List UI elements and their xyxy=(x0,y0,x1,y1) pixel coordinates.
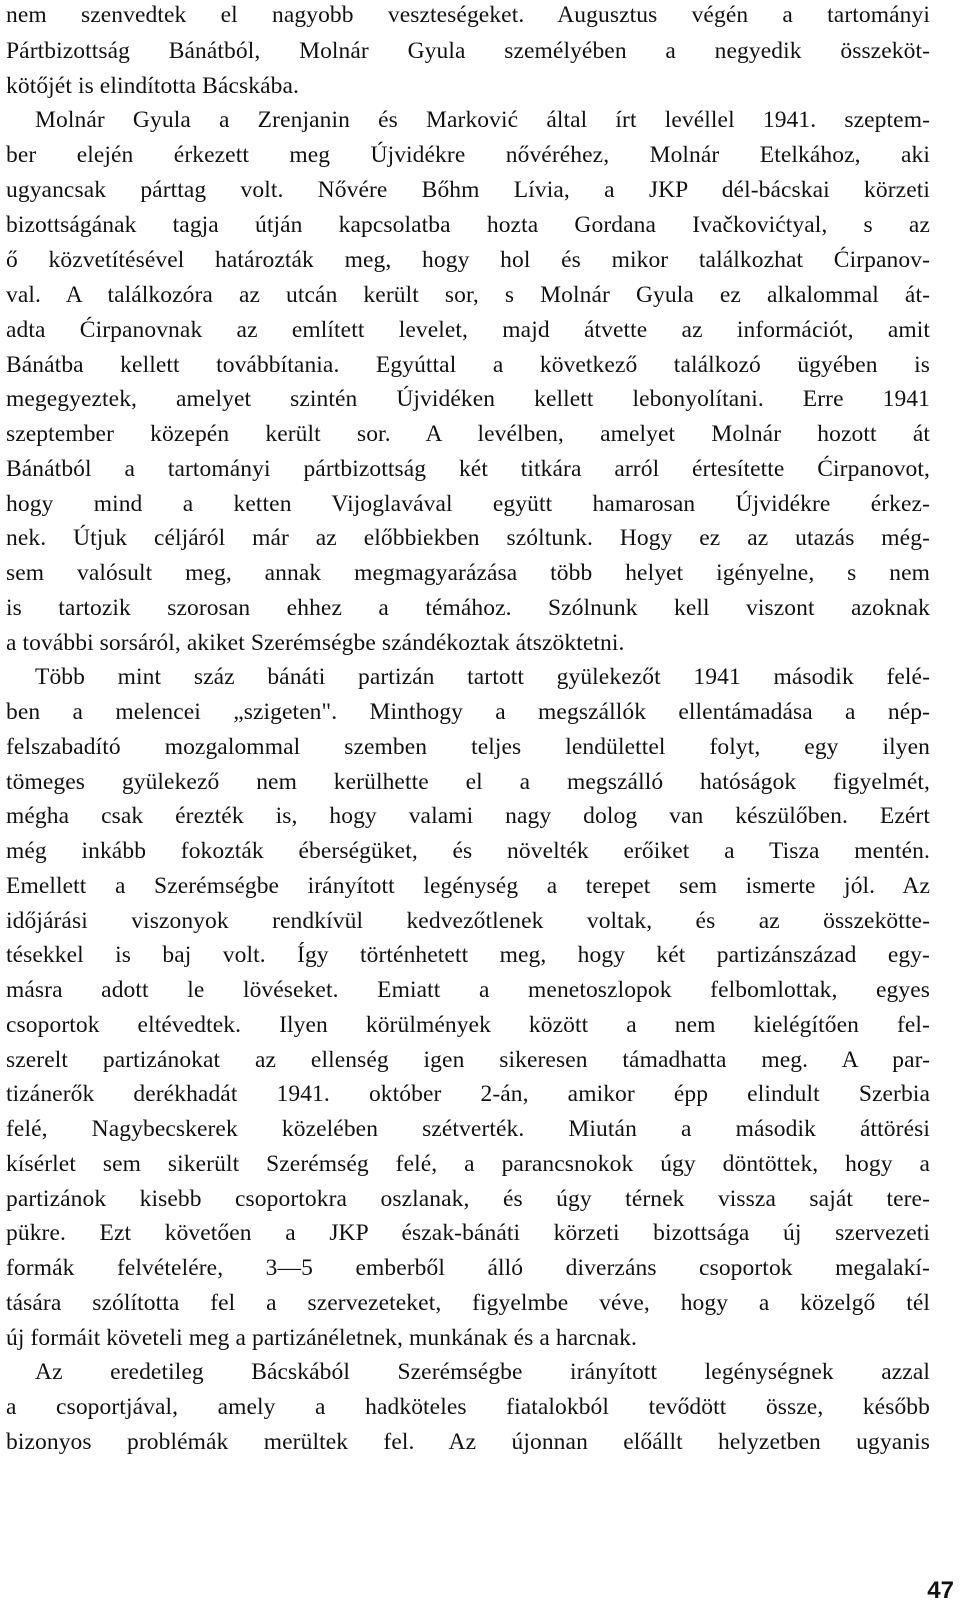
text-line: kötőjét is elindította Bácskába. xyxy=(6,73,299,99)
text-line: bizottságának tagja útján kapcsolatba hozta Gordana Ivačkovićtyal, s az xyxy=(6,212,930,238)
text-line: pükre. Ezt követően a JKP észak-bánáti körzeti bizottsága új szervezeti xyxy=(6,1220,930,1246)
text-line: tizánerők derékhadát 1941. október 2-án, amikor épp elindult Szerbia xyxy=(6,1081,930,1107)
text-line: adta Ćirpanovnak az említett levelet, majd átvette az információt, amit xyxy=(6,317,930,343)
text-line: a további sorsáról, akiket Szerémségbe szándékoztak átszöktetni. xyxy=(6,630,625,656)
text-line: Bánátból a tartományi pártbizottság két titkára arról értesítette Ćirpanovot, xyxy=(6,456,930,482)
text-line: ber elején érkezett meg Újvidékre nővéréhez, Molnár Etelkához, aki xyxy=(6,142,930,168)
text-line: felszabadító mozgalommal szemben teljes lendülettel folyt, egy ilyen xyxy=(6,734,930,760)
text-line: ben a melencei „szigeten". Minthogy a megszállók ellentámadása a nép- xyxy=(6,699,930,725)
text-line: még inkább fokozták éberségüket, és növelték erőiket a Tisza mentén. xyxy=(6,838,930,864)
text-line: másra adott le lövéseket. Emiatt a menetoszlopok felbomlottak, egyes xyxy=(6,977,930,1003)
text-line: sem valósult meg, annak megmagyarázása több helyet igényelne, s nem xyxy=(6,560,930,586)
text-line: Molnár Gyula a Zrenjanin és Marković által írt levéllel 1941. szeptem- xyxy=(35,107,930,133)
text-line: Az eredetileg Bácskából Szerémségbe irányított legénységnek azzal xyxy=(35,1359,930,1385)
text-line: kísérlet sem sikerült Szerémség felé, a parancsnokok úgy döntöttek, hogy a xyxy=(6,1151,930,1177)
text-line: nem szenvedtek el nagyobb veszteségeket. Augusztus végén a tartományi xyxy=(6,2,930,28)
text-line: tömeges gyülekező nem kerülhette el a megszálló hatóságok figyelmét, xyxy=(6,769,930,795)
page-number: 47 xyxy=(927,1577,954,1604)
text-line: Bánátba kellett továbbítania. Egyúttal a következő találkozó ügyében is xyxy=(6,352,930,378)
text-line: felé, Nagybecskerek közelében szétverték. Miután a második áttörési xyxy=(6,1116,930,1142)
text-line: a csoportjával, amely a hadköteles fiatalokból tevődött össze, később xyxy=(6,1394,930,1420)
text-line: csoportok eltévedtek. Ilyen körülmények között a nem kielégítően fel- xyxy=(6,1012,930,1038)
text-line: hogy mind a ketten Vijoglavával együtt hamarosan Újvidékre érkez- xyxy=(6,491,930,517)
text-line: tására szólította fel a szervezeteket, figyelmbe véve, hogy a közelgő tél xyxy=(6,1290,930,1316)
text-line: szeptember közepén került sor. A levélben, amelyet Molnár hozott át xyxy=(6,421,930,447)
text-line: Pártbizottság Bánátból, Molnár Gyula személyében a negyedik összeköt- xyxy=(6,38,930,64)
text-line: Emellett a Szerémségbe irányított legénység a terepet sem ismerte jól. Az xyxy=(6,873,930,899)
text-line: partizánok kisebb csoportokra oszlanak, és úgy térnek vissza saját tere- xyxy=(6,1186,930,1212)
text-line: mégha csak érezték is, hogy valami nagy dolog van készülőben. Ezért xyxy=(6,803,930,829)
text-line: szerelt partizánokat az ellenség igen sikeresen támadhatta meg. A par- xyxy=(6,1047,930,1073)
text-line: megegyeztek, amelyet szintén Újvidéken kellett lebonyolítani. Erre 1941 xyxy=(6,386,930,412)
text-line: Több mint száz bánáti partizán tartott gyülekezőt 1941 második felé- xyxy=(35,664,930,690)
text-line: val. A találkozóra az utcán került sor, s Molnár Gyula ez alkalommal át- xyxy=(6,282,930,308)
text-line: ugyancsak párttag volt. Nővére Bőhm Lívia, a JKP dél-bácskai körzeti xyxy=(6,177,930,203)
text-line: nek. Útjuk céljáról már az előbbiekben szóltunk. Hogy ez az utazás még- xyxy=(6,525,930,551)
text-line: bizonyos problémák merültek fel. Az újonnan előállt helyzetben ugyanis xyxy=(6,1429,930,1455)
text-line: időjárási viszonyok rendkívül kedvezőtlenek voltak, és az összekötte- xyxy=(6,908,930,934)
text-line: tésekkel is baj volt. Így történhetett meg, hogy két partizánszázad egy- xyxy=(6,942,930,968)
text-line: is tartozik szorosan ehhez a témához. Szólnunk kell viszont azoknak xyxy=(6,595,930,621)
text-line: formák felvételére, 3—5 emberből álló diverzáns csoportok megalakí- xyxy=(6,1255,930,1281)
text-line: új formáit követeli meg a partizánéletnek, munkának és a harcnak. xyxy=(6,1325,637,1351)
text-line: ő közvetítésével határozták meg, hogy hol és mikor találkozhat Ćirpanov- xyxy=(6,247,930,273)
